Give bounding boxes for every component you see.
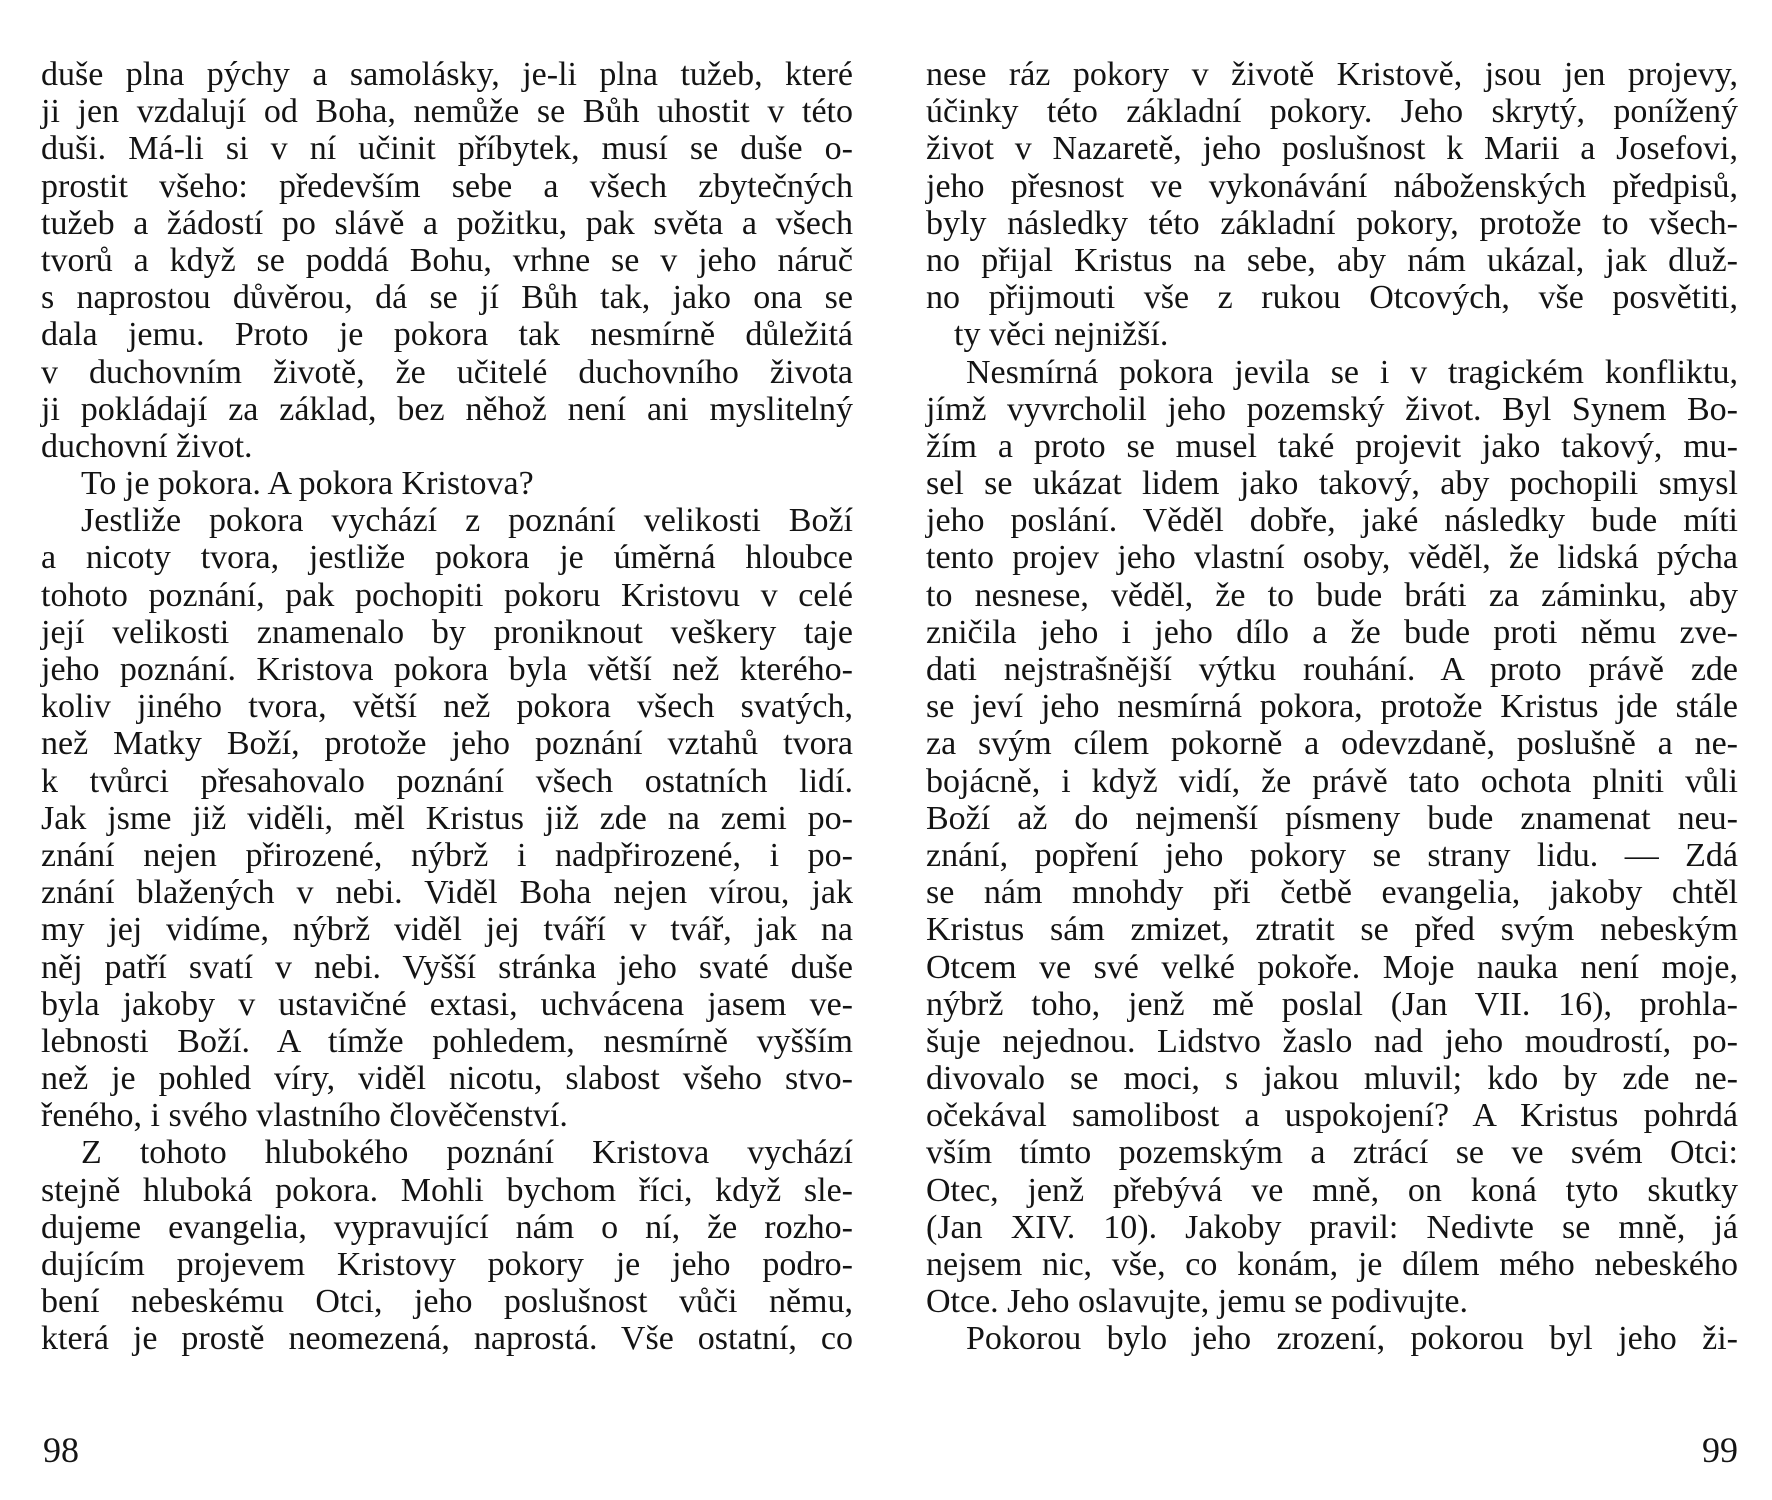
text-line-content: Jak jsme již viděli, měl Kristus již zde na zemi po- bbox=[41, 799, 853, 837]
text-line bbox=[926, 1023, 1738, 1060]
text-line-content: se jeví jeho nesmírná pokora, protože Kristus jde stále bbox=[926, 688, 1738, 726]
text-line-content: nese ráz pokory v životě Kristově, jsou jen projevy, bbox=[926, 56, 1738, 93]
text-line-content: Pokorou bylo jeho zrození, pokorou byl jeho ži- bbox=[966, 1320, 1738, 1358]
text-line bbox=[41, 1283, 853, 1320]
text-line-content: dujeme evangelia, vypravující nám o ní, že rozho- bbox=[41, 1208, 853, 1246]
text-line bbox=[41, 465, 853, 502]
text-line-content: Otce. Jeho oslavujte, jemu se podivujte. bbox=[926, 1283, 1468, 1321]
text-line bbox=[41, 1134, 853, 1171]
text-line-content: ji jen vzdalují od Boha, nemůže se Bůh uhostit v této bbox=[41, 93, 853, 131]
text-line-content: v duchovním životě, že učitelé duchovního života bbox=[41, 353, 853, 391]
text-line-content: no přijal Kristus na sebe, aby nám ukázal, jak dluž- bbox=[926, 241, 1738, 279]
text-line bbox=[926, 242, 1738, 279]
text-line bbox=[41, 539, 853, 576]
text-line bbox=[41, 56, 853, 93]
text-line-content: to nesnese, věděl, že to bude bráti za záminku, aby bbox=[926, 576, 1738, 614]
text-line-content: Nesmírná pokora jevila se i v tragickém konfliktu, bbox=[966, 353, 1738, 391]
text-line bbox=[926, 949, 1738, 986]
text-line-content: tužeb a žádostí po slávě a požitku, pak světa a všech bbox=[41, 204, 853, 242]
text-line bbox=[926, 725, 1738, 762]
text-line-content: Kristus sám zmizet, ztratit se před svým nebeským bbox=[926, 911, 1738, 949]
text-line-content: zničila jeho i jeho dílo a že bude proti němu zve- bbox=[926, 613, 1738, 651]
text-line-content: za svým cílem pokorně a odevzdaně, poslušně a ne- bbox=[926, 725, 1738, 763]
text-line-content: jeho poslání. Věděl dobře, jaké následky bude míti bbox=[926, 502, 1738, 540]
text-line bbox=[41, 725, 853, 762]
text-line bbox=[41, 168, 853, 205]
text-line bbox=[41, 242, 853, 279]
text-line bbox=[41, 1023, 853, 1060]
text-line-content: a nicoty tvora, jestliže pokora je úměrná hloubce bbox=[41, 539, 853, 577]
text-line bbox=[41, 502, 853, 539]
text-line-content: bení nebeskému Otci, jeho poslušnost vůči němu, bbox=[41, 1283, 853, 1321]
text-line bbox=[41, 1320, 853, 1357]
text-line bbox=[41, 1172, 853, 1209]
text-line-content: duše plna pýchy a samolásky, je-li plna tužeb, které bbox=[41, 56, 853, 93]
text-line bbox=[41, 614, 853, 651]
text-line-content: To je pokora. A pokora Kristova? bbox=[81, 465, 534, 503]
text-line bbox=[926, 1097, 1738, 1134]
text-line bbox=[41, 986, 853, 1023]
text-line bbox=[926, 577, 1738, 614]
text-line bbox=[926, 837, 1738, 874]
text-line-content: ji pokládají za základ, bez něhož není ani myslitelný bbox=[41, 390, 853, 428]
text-line bbox=[41, 1209, 853, 1246]
text-line bbox=[41, 391, 853, 428]
text-line-content: Otcem ve své velké pokoře. Moje nauka není moje, bbox=[926, 948, 1738, 986]
text-line-content: duchovní život. bbox=[41, 427, 253, 465]
text-line-content: (Jan XIV. 10). Jakoby pravil: Nedivte se mně, já bbox=[926, 1208, 1738, 1246]
text-line bbox=[41, 949, 853, 986]
text-line-content: byla jakoby v ustavičné extasi, uchvácena jasem ve- bbox=[41, 985, 853, 1023]
text-line bbox=[41, 428, 853, 465]
text-line bbox=[926, 316, 1738, 353]
text-line bbox=[41, 763, 853, 800]
text-line bbox=[41, 354, 853, 391]
text-line-content: něj patří svatí v nebi. Vyšší stránka jeho svaté duše bbox=[41, 948, 853, 986]
text-line-content: jímž vyvrcholil jeho pozemský život. Byl Synem Bo- bbox=[926, 390, 1738, 428]
text-line bbox=[926, 205, 1738, 242]
text-line-content: účinky této základní pokory. Jeho skrytý, ponížený bbox=[926, 93, 1738, 131]
text-line bbox=[41, 205, 853, 242]
text-line bbox=[926, 911, 1738, 948]
text-line-content: život v Nazaretě, jeho poslušnost k Marii a Josefovi, bbox=[926, 130, 1738, 168]
text-line bbox=[41, 1097, 853, 1134]
text-line-content: řeného, i svého vlastního člověčenství. bbox=[41, 1097, 568, 1135]
text-line-content: k tvůrci přesahovalo poznání všech ostatních lidí. bbox=[41, 762, 853, 800]
text-line-content: byly následky této základní pokory, protože to všech- bbox=[926, 204, 1738, 242]
text-line-content: znání, popření jeho pokory se strany lidu. — Zdá bbox=[926, 836, 1738, 874]
text-line-content: nejsem nic, vše, co konám, je dílem mého nebeského bbox=[926, 1246, 1738, 1283]
text-line-content: dala jemu. Proto je pokora tak nesmírně důležitá bbox=[41, 316, 853, 354]
text-line-content: no přijmouti vše z rukou Otcových, vše posvětiti, bbox=[926, 279, 1738, 317]
text-line-content: dujícím projevem Kristovy pokory je jeho podro- bbox=[41, 1246, 853, 1283]
text-line-content: divovalo se moci, s jakou mluvil; kdo by zde ne- bbox=[926, 1060, 1738, 1098]
text-line bbox=[926, 428, 1738, 465]
page-number: 98 bbox=[43, 1430, 79, 1470]
text-line-content: znání nejen přirozené, nýbrž i nadpřirozené, i po- bbox=[41, 836, 853, 874]
text-line bbox=[926, 651, 1738, 688]
text-line bbox=[41, 837, 853, 874]
text-line-content: žím a proto se musel také projevit jako takový, mu- bbox=[926, 427, 1738, 465]
text-line bbox=[926, 502, 1738, 539]
text-line-content: dati nejstrašnější výtku rouhání. A proto právě zde bbox=[926, 651, 1738, 688]
text-line bbox=[926, 1209, 1738, 1246]
text-line bbox=[926, 688, 1738, 725]
text-line bbox=[41, 1060, 853, 1097]
page-number: 99 bbox=[1702, 1430, 1738, 1470]
text-line bbox=[926, 168, 1738, 205]
text-line bbox=[926, 354, 1738, 391]
text-line-content: se nám mnohdy při četbě evangelia, jakoby chtěl bbox=[926, 874, 1738, 912]
text-line-content: prostit všeho: především sebe a všech zbytečných bbox=[41, 167, 853, 205]
text-line-content: stejně hluboká pokora. Mohli bychom říci, když sle- bbox=[41, 1171, 853, 1209]
text-line bbox=[926, 130, 1738, 167]
text-line-content: sel se ukázat lidem jako takový, aby pochopili smysl bbox=[926, 465, 1738, 503]
text-line bbox=[41, 651, 853, 688]
text-line-content: tohoto poznání, pak pochopiti pokoru Kristovu v celé bbox=[41, 576, 853, 614]
text-line-content: Z tohoto hlubokého poznání Kristova vychází bbox=[81, 1134, 853, 1172]
text-line bbox=[926, 56, 1738, 93]
text-line-content: duši. Má-li si v ní učinit příbytek, musí se duše o- bbox=[41, 130, 853, 168]
text-line bbox=[41, 279, 853, 316]
text-line-content: než je pohled víry, viděl nicotu, slabost všeho stvo- bbox=[41, 1060, 853, 1098]
text-line-content: ty věci nejnižší. bbox=[954, 316, 1169, 354]
text-line bbox=[926, 279, 1738, 316]
text-line bbox=[926, 391, 1738, 428]
text-line bbox=[926, 1172, 1738, 1209]
text-line-content: lebnosti Boží. A tímže pohledem, nesmírně vyšším bbox=[41, 1022, 853, 1060]
text-line-content: vším tímto pozemským a ztrácí se ve svém Otci: bbox=[926, 1134, 1738, 1172]
text-line-content: s naprostou důvěrou, dá se jí Bůh tak, jako ona se bbox=[41, 279, 853, 317]
text-line-content: nýbrž toho, jenž mě poslal (Jan VII. 16), prohla- bbox=[926, 985, 1738, 1023]
text-line-content: bojácně, i když vidí, že právě tato ochota plniti vůli bbox=[926, 762, 1738, 800]
text-line-content: která je prostě neomezená, naprostá. Vše ostatní, co bbox=[41, 1320, 853, 1358]
text-line bbox=[926, 1134, 1738, 1171]
text-line bbox=[926, 986, 1738, 1023]
text-line-content: než Matky Boží, protože jeho poznání vztahů tvora bbox=[41, 725, 853, 763]
text-line bbox=[41, 93, 853, 130]
text-line-content: tento projev jeho vlastní osoby, věděl, že lidská pýcha bbox=[926, 539, 1738, 577]
text-line bbox=[926, 800, 1738, 837]
text-line bbox=[41, 911, 853, 948]
text-line bbox=[926, 539, 1738, 576]
text-line-content: tvorů a když se poddá Bohu, vrhne se v jeho náruč bbox=[41, 241, 853, 279]
text-line-content: jeho přesnost ve vykonávání náboženských předpisů, bbox=[926, 167, 1738, 205]
text-line-content: Otec, jenž přebývá ve mně, on koná tyto skutky bbox=[926, 1171, 1738, 1209]
text-line bbox=[41, 130, 853, 167]
text-line-content: my jej vidíme, nýbrž viděl jej tváří v tvář, jak na bbox=[41, 911, 853, 949]
text-line bbox=[41, 874, 853, 911]
text-line-content: jeho poznání. Kristova pokora byla větší než kterého- bbox=[41, 651, 853, 688]
text-line bbox=[926, 1283, 1738, 1320]
text-line bbox=[41, 577, 853, 614]
text-line-content: znání blažených v nebi. Viděl Boha nejen vírou, jak bbox=[41, 874, 853, 912]
text-line-content: očekával samolibost a uspokojení? A Kristus pohrdá bbox=[926, 1097, 1738, 1135]
text-line-content: její velikosti znamenalo by proniknout veškery taje bbox=[41, 613, 853, 651]
text-line bbox=[41, 316, 853, 353]
text-line bbox=[41, 688, 853, 725]
text-column-right bbox=[926, 56, 1738, 1358]
text-line bbox=[926, 1060, 1738, 1097]
text-line-content: Jestliže pokora vychází z poznání velikosti Boží bbox=[81, 502, 853, 540]
text-line bbox=[41, 1246, 853, 1283]
text-line bbox=[926, 874, 1738, 911]
text-column-left bbox=[41, 56, 853, 1358]
text-line bbox=[926, 465, 1738, 502]
text-line-content: šuje nejednou. Lidstvo žaslo nad jeho moudrostí, po- bbox=[926, 1022, 1738, 1060]
text-line bbox=[926, 1246, 1738, 1283]
text-line-content: koliv jiného tvora, větší než pokora všech svatých, bbox=[41, 688, 853, 726]
text-line-content: Boží až do nejmenší písmeny bude znamenat neu- bbox=[926, 799, 1738, 837]
text-line bbox=[926, 93, 1738, 130]
text-line bbox=[41, 800, 853, 837]
text-line bbox=[926, 763, 1738, 800]
text-line bbox=[926, 614, 1738, 651]
text-line bbox=[926, 1320, 1738, 1357]
